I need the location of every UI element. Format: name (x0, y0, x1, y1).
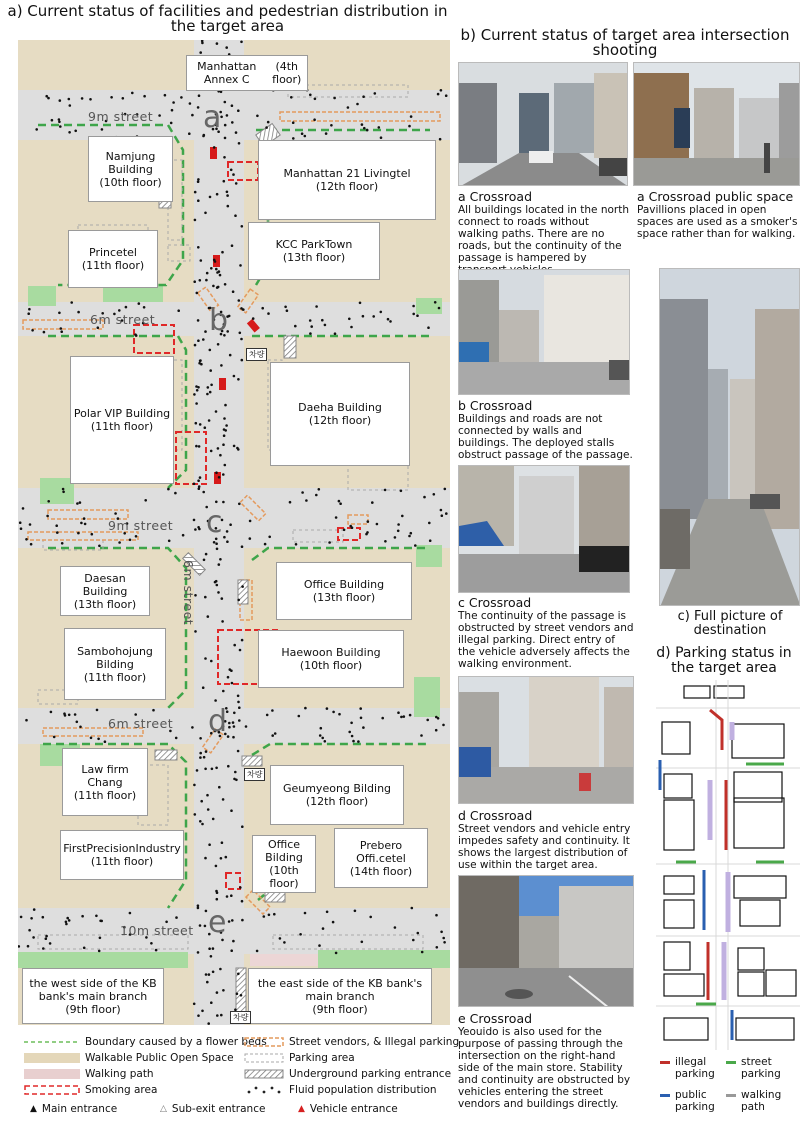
building-sambohojung: Sambohojung Bilding (11th floor) (64, 628, 166, 700)
photo-d-heading: d Crossroad (458, 808, 533, 823)
parking-sign: 차량 (244, 768, 265, 781)
building-polar-vip: Polar VIP Building (11th floor) (70, 356, 174, 484)
legend-item-population: Fluid population distribution (244, 1084, 437, 1096)
building-daeha: Daeha Building (12th floor) (270, 362, 410, 466)
panel-c-caption: c) Full picture of destination (677, 609, 783, 638)
legend-street-parking: street parking (726, 1056, 781, 1080)
photo-b-crossroad (458, 269, 630, 395)
legend-public-parking: public parking (660, 1089, 715, 1113)
legend-illegal-parking: illegal parking (660, 1056, 715, 1080)
street-label: 9m street (88, 109, 154, 124)
photo-a-heading: a Crossroad (458, 189, 533, 204)
photo-e-heading: e Crossroad (458, 1011, 533, 1026)
parking-status-map (656, 680, 800, 1050)
photo-e-text: Yeouido is also used for the purpose of passing through the intersection on the right-hand side of the main store. Stability and continuity are obstructed by vehicles entering the street vendors and buildings directly. (458, 1026, 631, 1110)
street-label: 6m street (181, 560, 196, 626)
photo-d-crossroad (458, 676, 634, 804)
photo-a-public-text: Pavillions placed in open spaces are used as a smoker's space rather than for walking. (637, 204, 798, 240)
sub-exit-icon: △ (160, 1104, 167, 1114)
street-label: 6m street (90, 312, 156, 327)
building-office-13: Office Building (13th floor) (276, 562, 412, 620)
legend-item-underground: Underground parking entrance (244, 1068, 451, 1080)
legend-item-main-entrance: ▲ Main entrance (30, 1103, 118, 1115)
street-label: 9m street (108, 518, 174, 533)
photo-a-public-heading: a Crossroad public space (637, 189, 794, 204)
building-prebero: Prebero Offi.cetel (14th floor) (334, 828, 428, 888)
legend-item-open-space: Walkable Public Open Space (24, 1052, 234, 1064)
crossroad-label-e: e (208, 905, 227, 940)
photo-full-destination (659, 268, 800, 606)
building-kb-west: the west side of the KB bank's main branch (9th floor) (22, 968, 164, 1024)
legend-walking-path: walking path (726, 1089, 781, 1113)
building-office-10: Office Bilding (10th floor) (252, 835, 316, 893)
legend-item-parking-area: Parking area (244, 1052, 355, 1064)
panel-d-title: d) Parking status in the target area (656, 645, 792, 676)
building-daesan: Daesan Building (13th floor) (60, 566, 150, 616)
building-princetel: Princetel (11th floor) (68, 230, 158, 288)
photo-a-text: All buildings located in the north connect to roads without walking paths. There are no roads, but the continuity of the passage is hampered by (458, 204, 629, 264)
building-kb-east: the east side of the KB bank's main branch (9th floor) (248, 968, 432, 1024)
photo-a-public-space (633, 62, 800, 186)
building-manhattan-annex-c: Manhattan Annex C (4th floor) (186, 55, 308, 91)
parking-sign: 차량 (246, 348, 267, 361)
building-firstprecision: FirstPrecisionIndustry (11th floor) (60, 830, 184, 880)
photo-c-heading: c Crossroad (458, 595, 532, 610)
photo-e-crossroad (458, 875, 634, 1007)
photo-a-crossroad (458, 62, 628, 186)
building-kcc-parktown: KCC ParkTown (13th floor) (248, 222, 380, 280)
building-namjung: Namjung Building (10th floor) (88, 136, 173, 202)
building-law-firm-chang: Law firm Chang (11th floor) (62, 748, 148, 816)
photo-d-text: Street vendors and vehicle entry impedes safety and continuity. It shows the largest distribution of use within the target area. (458, 823, 631, 871)
building-manhattan-21-livingtel: Manhattan 21 Livingtel (12th floor) (258, 140, 436, 220)
legend-item-sub-exit: △ Sub-exit entrance (160, 1103, 266, 1115)
panel-a-title: a) Current status of facilities and pedestrian distribution in the target area (7, 2, 448, 35)
street-label: 6m street (108, 716, 174, 731)
main-entrance-icon: ▲ (30, 1104, 37, 1114)
crossroad-label-a: a (203, 100, 222, 135)
parking-sign: 차량 (230, 1011, 251, 1024)
crossroad-label-b: b (209, 303, 229, 338)
photo-b-text: Buildings and roads are not connected by walls and buildings. The deployed stalls obstruct passage of the passage. (458, 413, 633, 461)
legend-item-smoking: Smoking area (24, 1084, 157, 1096)
crossroad-label-c: c (206, 505, 223, 540)
photo-c-crossroad (458, 465, 630, 593)
building-haewoon: Haewoon Building (10th floor) (258, 630, 404, 688)
photo-c-text: The continuity of the passage is obstructed by street vendors and illegal parking. Direct entry of the vehicle adversely affects the walking environment. (458, 610, 634, 670)
vehicle-entrance-icon: ▲ (298, 1104, 305, 1114)
building-geumyeong: Geumyeong Bilding (12th floor) (270, 765, 404, 825)
legend-item-walking-path: Walking path (24, 1068, 154, 1080)
legend-item-vendors: Street vendors, & Illegal parking (244, 1036, 459, 1048)
photo-b-heading: b Crossroad (458, 398, 533, 413)
legend-item-boundary: Boundary caused by a flower beds (85, 1036, 267, 1048)
legend-item-vehicle-entrance: ▲ Vehicle entrance (298, 1103, 398, 1115)
crossroad-label-d: d (208, 704, 228, 739)
panel-b-title: b) Current status of target area intersection shooting (460, 26, 790, 59)
street-label: 10m street (120, 923, 194, 938)
